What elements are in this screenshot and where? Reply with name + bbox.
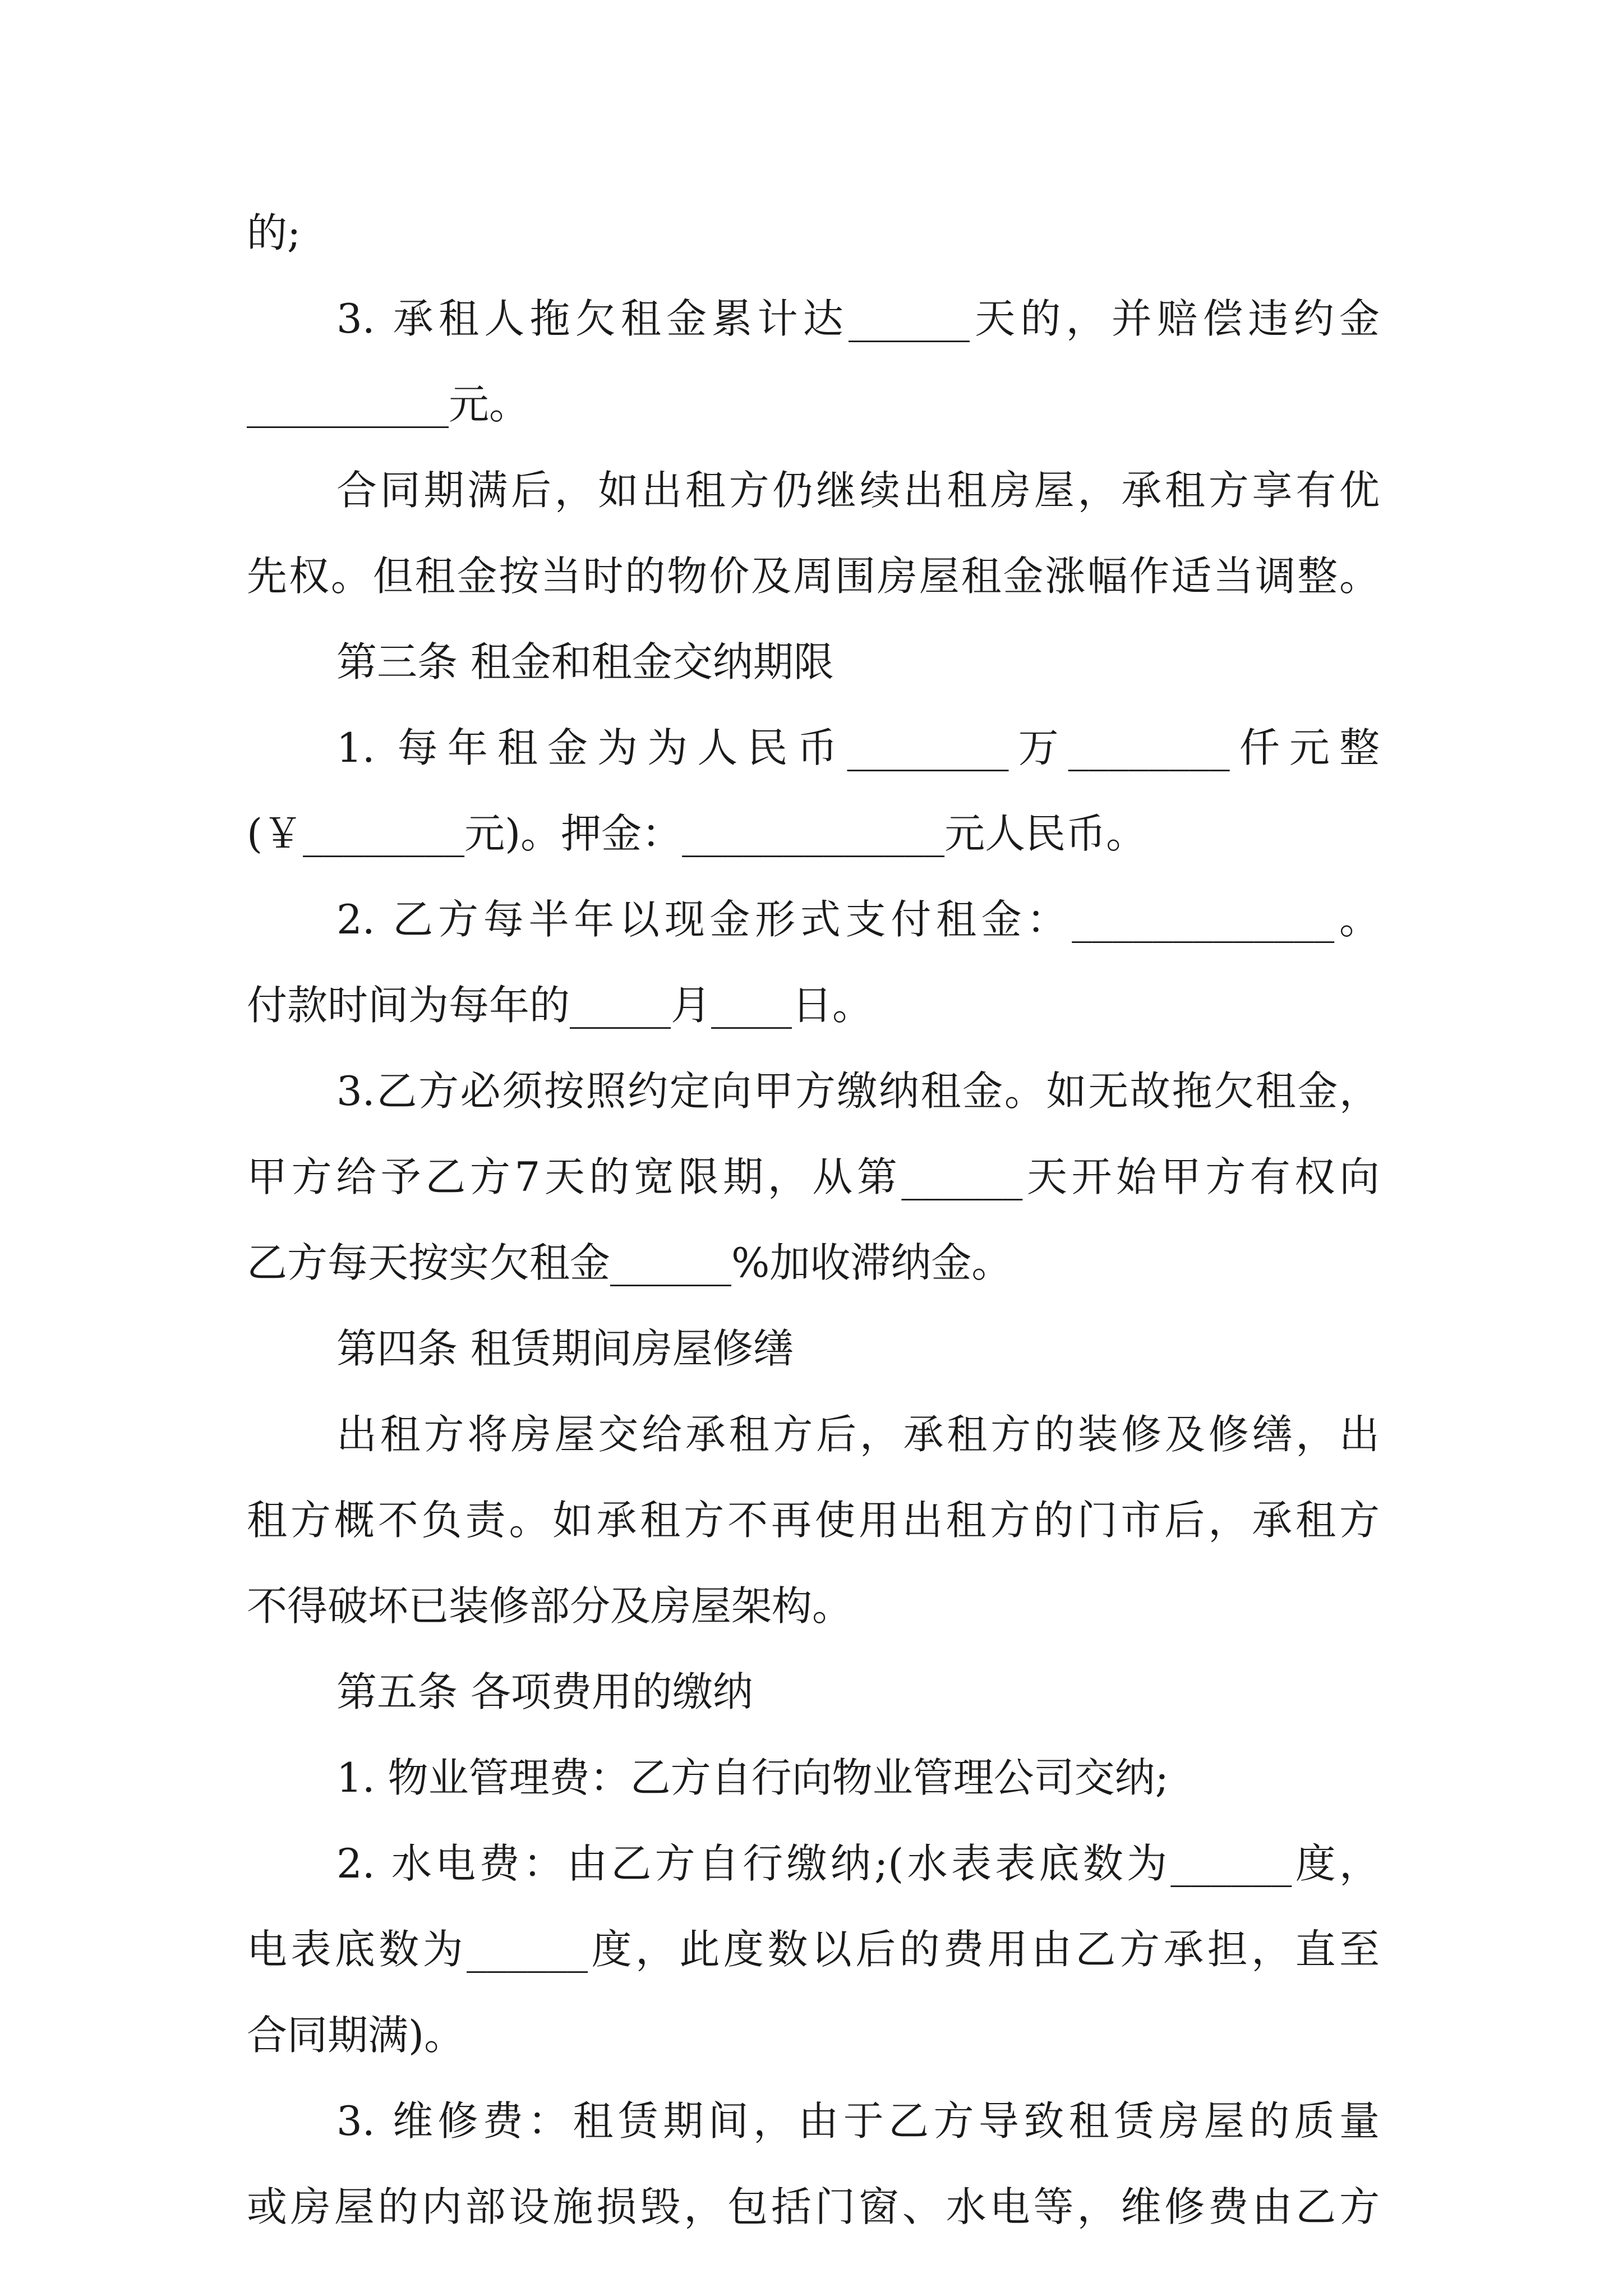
text-line: 合同期满后，如出租方仍继续出租房屋，承租方享有优 — [336, 467, 1380, 514]
text-line: 甲方给予乙方7天的宽限期，从第______天开始甲方有权向 — [247, 1153, 1380, 1200]
text-line: 租方概不负责。如承租方不再使用出租方的门市后，承租方 — [247, 1497, 1380, 1544]
text-line: (￥________元)。押金：_____________元人民币。 — [247, 810, 1147, 857]
text-line: 2. 水电费：由乙方自行缴纳;(水表表底数为______度， — [336, 1840, 1380, 1887]
section-heading: 第五条 各项费用的缴纳 — [336, 1668, 753, 1715]
text-line: 乙方每天按实欠租金______%加收滞纳金。 — [247, 1239, 1012, 1286]
text-line: 不得破坏已装修部分及房屋架构。 — [247, 1582, 853, 1630]
text-line: 付款时间为每年的_____月____日。 — [247, 982, 873, 1029]
section-heading: 第四条 租赁期间房屋修缮 — [336, 1325, 794, 1372]
text-line: 出租方将房屋交给承租方后，承租方的装修及修缮，出 — [336, 1411, 1380, 1458]
text-line: 合同期满)。 — [247, 2012, 465, 2059]
text-line: 3. 维修费：租赁期间，由于乙方导致租赁房屋的质量 — [336, 2097, 1380, 2145]
text-line: 1. 每年租金为为人民币________万________仟元整 — [336, 724, 1380, 771]
text-line: 2. 乙方每半年以现金形式支付租金：_____________。 — [336, 896, 1380, 943]
text-line: 电表底数为______度，此度数以后的费用由乙方承担，直至 — [247, 1926, 1380, 1973]
section-heading: 第三条 租金和租金交纳期限 — [336, 638, 834, 685]
text-line: 的; — [247, 209, 301, 256]
text-line: 或房屋的内部设施损毁，包括门窗、水电等，维修费由乙方 — [247, 2183, 1380, 2230]
text-line: 3.乙方必须按照约定向甲方缴纳租金。如无故拖欠租金， — [336, 1068, 1380, 1115]
text-line: 1. 物业管理费：乙方自行向物业管理公司交纳; — [336, 1754, 1169, 1801]
text-line: 3. 承租人拖欠租金累计达______天的，并赔偿违约金 — [336, 295, 1380, 342]
text-line: __________元。 — [247, 381, 530, 428]
text-line: 先权。但租金按当时的物价及周围房屋租金涨幅作适当调整。 — [247, 553, 1380, 600]
